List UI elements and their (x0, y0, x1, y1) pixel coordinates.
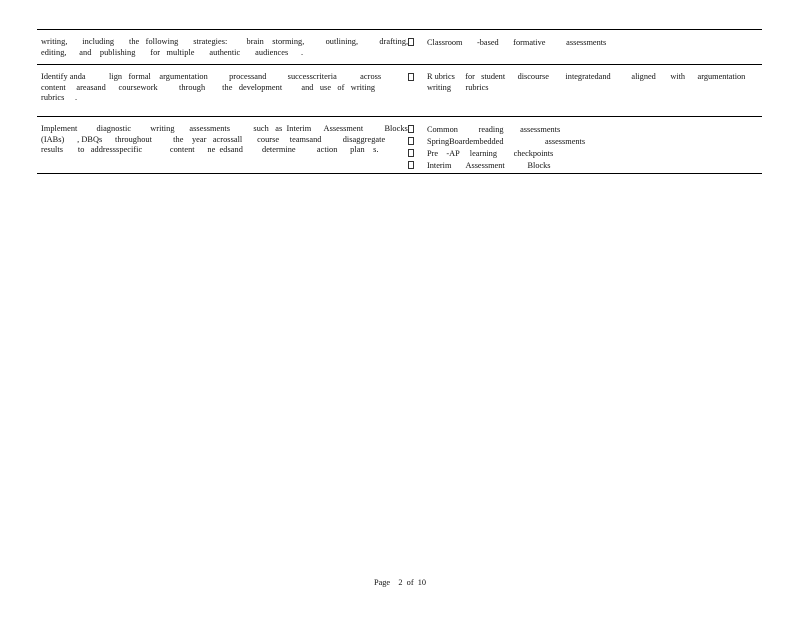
checkbox-bullet-icon (408, 149, 414, 157)
table-row (37, 30, 762, 64)
list-item (37, 148, 762, 160)
evidence-text: SpringBoardembedded assessments (427, 137, 586, 146)
checkbox-bullet-icon (408, 125, 414, 133)
checkbox-bullet-icon (408, 73, 414, 81)
evidence-text: Interim Assessment Blocks (427, 161, 551, 170)
evidence-text: Common reading assessments (427, 125, 561, 134)
strategy-text-line: editing, and publishing for multiple authentic audiences . (41, 47, 304, 57)
list-item (37, 160, 762, 172)
evidence-text: R ubrics for student discourse integratedand aligned with argumentation (427, 72, 746, 81)
strategy-text-line: (IABs) , DBQs throughout the year acrossall course teamsand disaggregate (41, 134, 386, 144)
checkbox-bullet-icon (408, 38, 414, 46)
strategy-text-line: Identify anda lign formal argumentation processand successcriteria across (41, 72, 382, 81)
table-row (37, 116, 762, 173)
list-item-continuation (37, 83, 762, 94)
evidence-text: Classroom -based formative assessments (427, 38, 607, 47)
checkbox-bullet-icon (408, 161, 414, 169)
strategy-text-line: rubrics . (41, 93, 78, 102)
list-item (37, 124, 762, 136)
strategy-text-line: Implement diagnostic writing assessments such as Interim Assessment Blocks (41, 124, 408, 133)
evidence-cell (37, 37, 762, 49)
checkbox-bullet-icon (408, 137, 414, 145)
list-item (37, 136, 762, 148)
strategy-text-line: content areasand coursework through the development and use of writing (41, 82, 376, 92)
strategy-text-line: results to addressspecific content ne edsand determine action plan s. (41, 145, 379, 154)
evidence-text: Pre -AP learning checkpoints (427, 149, 554, 158)
page-number: Page 2 of 10 (373, 578, 427, 587)
evidence-cell (37, 72, 762, 93)
strategies-table (37, 29, 762, 174)
evidence-text: writing rubrics (427, 82, 489, 92)
table-row (37, 64, 762, 116)
strategy-text-line: writing, including the following strategies: brain storming, outlining, drafting, (41, 37, 409, 46)
list-item (37, 37, 762, 49)
list-item (37, 72, 762, 83)
evidence-cell (37, 124, 762, 172)
